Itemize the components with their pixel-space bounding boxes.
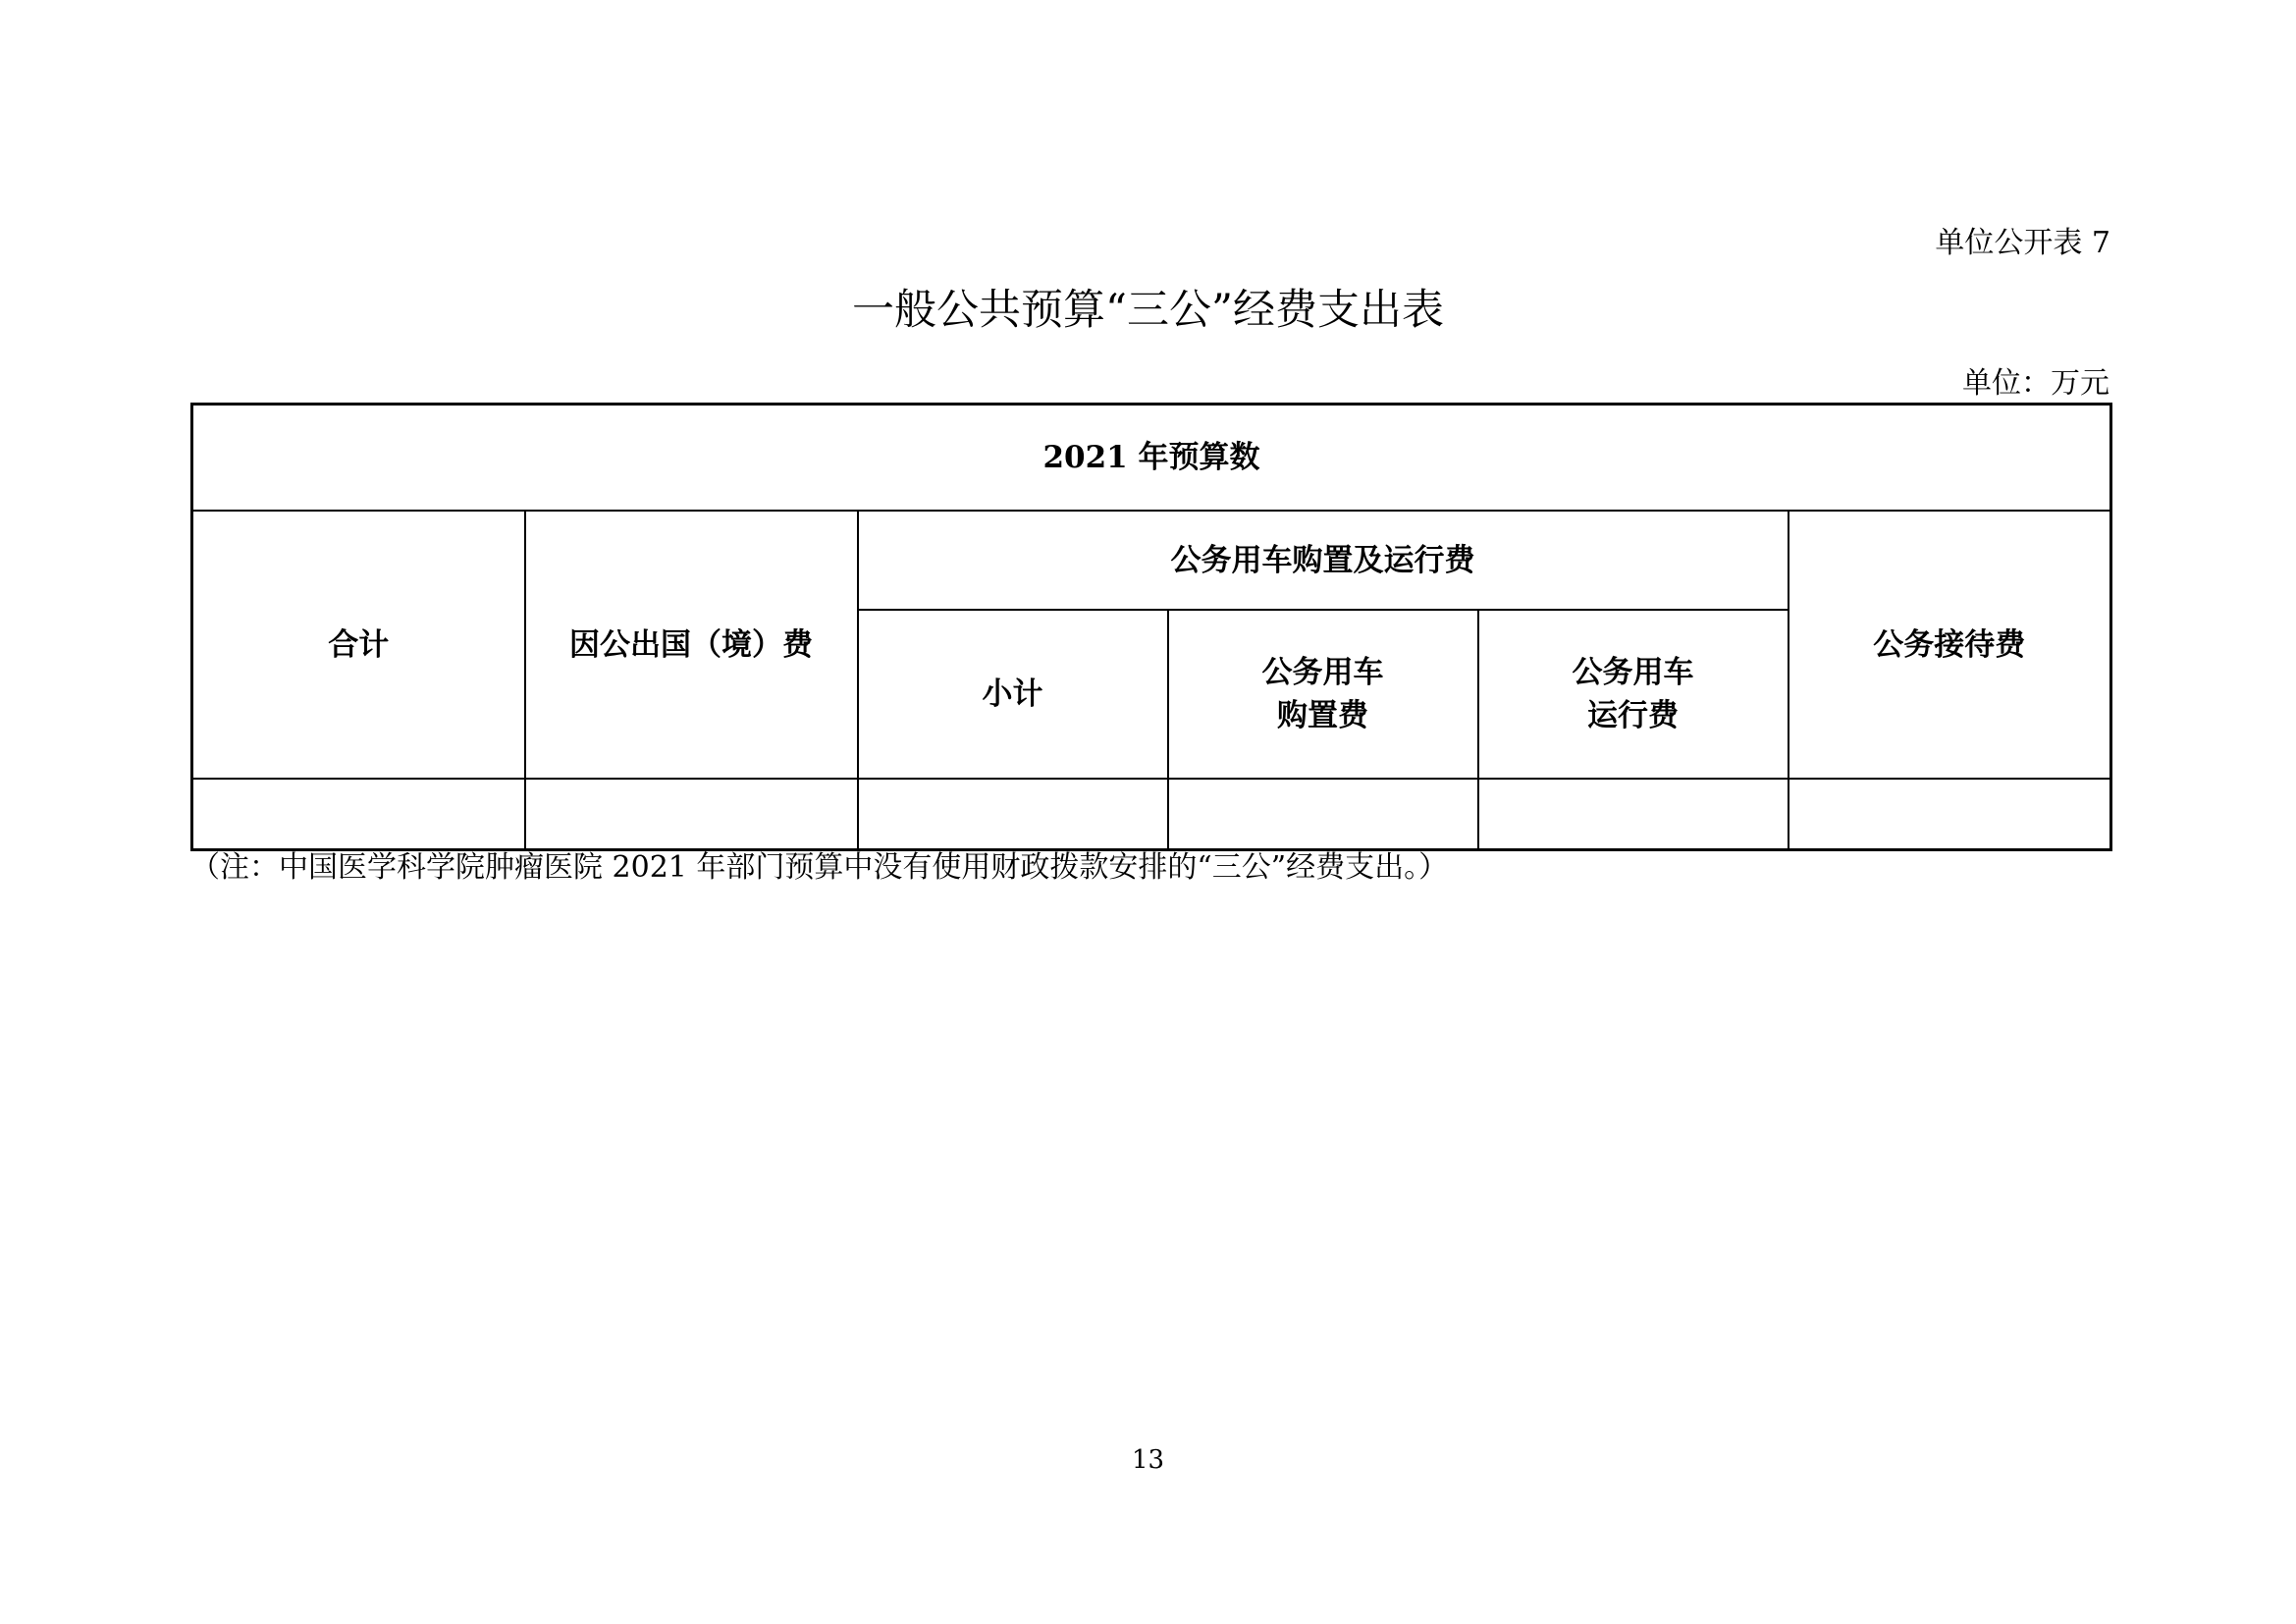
year-header-row (192, 405, 2111, 512)
header-vehicle-purchase-line2: 购置费 (1277, 698, 1368, 733)
table-row (192, 779, 2111, 850)
header-vehicle-group: 公务用车购置及运行费 (858, 511, 1789, 610)
header-overseas: 因公出国（境）费 (525, 511, 858, 779)
cell-vehicle-operation (1478, 779, 1789, 850)
header-vehicle-operation-line2: 运行费 (1587, 698, 1679, 733)
unit-label: 单位：万元 (1962, 366, 2109, 401)
cell-overseas (525, 779, 858, 850)
footnote: （注：中国医学科学院肿瘤医院 2021 年部门预算中没有使用财政拨款安排的“三公”经费支出。） (190, 850, 1449, 885)
header-row-1 (192, 511, 2111, 610)
header-total: 合计 (192, 511, 525, 779)
page-number: 13 (1131, 1445, 1165, 1475)
header-vehicle-subtotal: 小计 (858, 610, 1168, 779)
year-header-cell: 2021 年预算数 (192, 405, 2111, 512)
header-vehicle-purchase (1168, 610, 1478, 779)
header-reception: 公务接待费 (1789, 511, 2111, 779)
cell-vehicle-subtotal (858, 779, 1168, 850)
page-title: 一般公共预算“三公”经费支出表 (852, 286, 1444, 335)
cell-total (192, 779, 525, 850)
cell-vehicle-purchase (1168, 779, 1478, 850)
cell-reception (1789, 779, 2111, 850)
header-vehicle-operation-line1: 公务用车 (1572, 655, 1694, 690)
form-number: 单位公开表 7 (1935, 226, 2110, 260)
header-vehicle-purchase-line1: 公务用车 (1261, 655, 1384, 690)
header-vehicle-operation (1478, 610, 1789, 779)
budget-table (190, 403, 2112, 851)
